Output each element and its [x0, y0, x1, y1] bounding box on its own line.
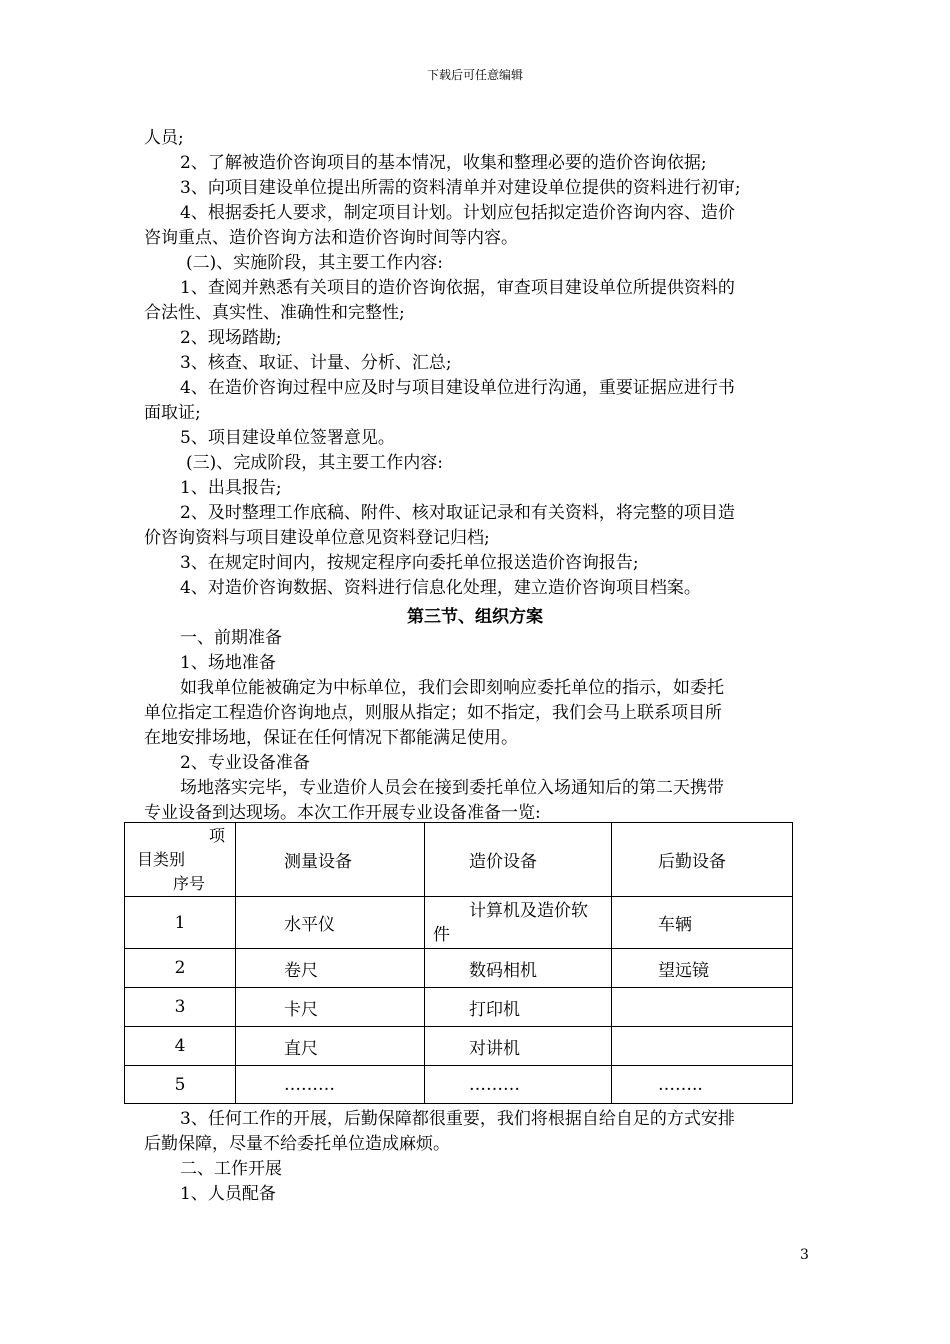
body-line: 5、项目建设单位签署意见。	[180, 428, 395, 448]
body-line: 4、对造价咨询数据、资料进行信息化处理，建立造价咨询项目档案。	[180, 578, 701, 598]
measure-cell: 卷尺	[236, 949, 425, 988]
body-line: 场地落实完毕，专业造价人员会在接到委托单位入场通知后的第二天携带	[180, 778, 724, 798]
body-line: 在地安排场地，保证在任何情况下都能满足使用。	[144, 728, 518, 748]
measure-cell: 直尺	[236, 1027, 425, 1066]
table-row	[125, 949, 793, 988]
body-line: 2、了解被造价咨询项目的基本情况，收集和整理必要的造价咨询依据;	[180, 153, 707, 173]
row-number: 4	[125, 1027, 236, 1066]
column-header-logistics: 后勤设备	[612, 823, 793, 897]
body-line: (三)、完成阶段，其主要工作内容:	[186, 453, 443, 473]
body-line: (二)、实施阶段，其主要工作内容:	[186, 253, 443, 273]
cost-cell: ………	[425, 1066, 612, 1104]
body-line: 4、根据委托人要求，制定项目计划。计划应包括拟定造价咨询内容、造价	[180, 203, 735, 223]
logistics-cell	[612, 988, 793, 1027]
table-header-diagonal-cell	[125, 823, 236, 897]
body-line: 3、在规定时间内，按规定程序向委托单位报送造价咨询报告;	[180, 553, 639, 573]
diag-label-item: 项	[208, 825, 225, 845]
body-line: 2、专业设备准备	[180, 753, 310, 773]
body-line: 单位指定工程造价咨询地点，则服从指定；如不指定，我们会马上联系项目所	[144, 703, 722, 723]
table-row	[125, 897, 793, 949]
body-line: 1、出具报告;	[180, 478, 282, 498]
logistics-cell: 望远镜	[612, 949, 793, 988]
logistics-cell: ……..	[612, 1066, 793, 1104]
cost-cell-line2: 件	[433, 924, 450, 945]
diag-label-number: 序号	[173, 873, 206, 893]
cost-cell: 数码相机	[425, 949, 612, 988]
page-number: 3	[800, 1247, 809, 1263]
row-number: 3	[125, 988, 236, 1027]
row-number: 1	[125, 897, 236, 949]
column-header-cost: 造价设备	[425, 823, 612, 897]
body-line: 专业设备到达现场。本次工作开展专业设备准备一览:	[144, 803, 541, 823]
body-line: 如我单位能被确定为中标单位，我们会即刻响应委托单位的指示，如委托	[180, 678, 724, 698]
cost-cell-line1: 计算机及造价软	[469, 900, 588, 921]
body-line: 4、在造价咨询过程中应及时与项目建设单位进行沟通，重要证据应进行书	[180, 378, 735, 398]
body-line: 3、核查、取证、计量、分析、汇总;	[180, 353, 452, 373]
measure-cell: 水平仪	[236, 897, 425, 949]
cost-cell: 对讲机	[425, 1027, 612, 1066]
equipment-table	[124, 822, 793, 1104]
diag-label-category: 目类别	[137, 849, 186, 869]
logistics-cell: 车辆	[612, 897, 793, 949]
column-header-measure: 测量设备	[236, 823, 425, 897]
body-line: 2、及时整理工作底稿、附件、核对取证记录和有关资料，将完整的项目造	[180, 503, 735, 523]
body-line: 人员;	[144, 128, 184, 148]
body-line: 后勤保障，尽量不给委托单位造成麻烦。	[144, 1134, 450, 1154]
cost-cell: 打印机	[425, 988, 612, 1027]
body-line: 二、工作开展	[180, 1159, 282, 1179]
table-row	[125, 988, 793, 1027]
body-line: 合法性、真实性、准确性和完整性;	[144, 303, 405, 323]
measure-cell: 卡尺	[236, 988, 425, 1027]
body-line: 1、场地准备	[180, 653, 276, 673]
row-number: 5	[125, 1066, 236, 1104]
body-line: 咨询重点、造价咨询方法和造价咨询时间等内容。	[144, 228, 518, 248]
body-line: 面取证;	[144, 403, 201, 423]
section-title: 第三节、组织方案	[407, 607, 543, 627]
body-line: 2、现场踏勘;	[180, 328, 282, 348]
cost-cell	[425, 897, 612, 949]
measure-cell: ………	[236, 1066, 425, 1104]
logistics-cell	[612, 1027, 793, 1066]
body-line: 3、向项目建设单位提出所需的资料清单并对建设单位提供的资料进行初审;	[180, 178, 741, 198]
body-line: 1、人员配备	[180, 1184, 276, 1204]
body-line: 价咨询资料与项目建设单位意见资料登记归档;	[144, 528, 490, 548]
table-row	[125, 1066, 793, 1104]
body-line: 3、任何工作的开展，后勤保障都很重要，我们将根据自给自足的方式安排	[180, 1109, 735, 1129]
body-line: 一、前期准备	[180, 628, 282, 648]
page-header: 下载后可任意编辑	[426, 68, 523, 82]
row-number: 2	[125, 949, 236, 988]
table-row	[125, 1027, 793, 1066]
body-line: 1、查阅并熟悉有关项目的造价咨询依据，审查项目建设单位所提供资料的	[180, 278, 735, 298]
